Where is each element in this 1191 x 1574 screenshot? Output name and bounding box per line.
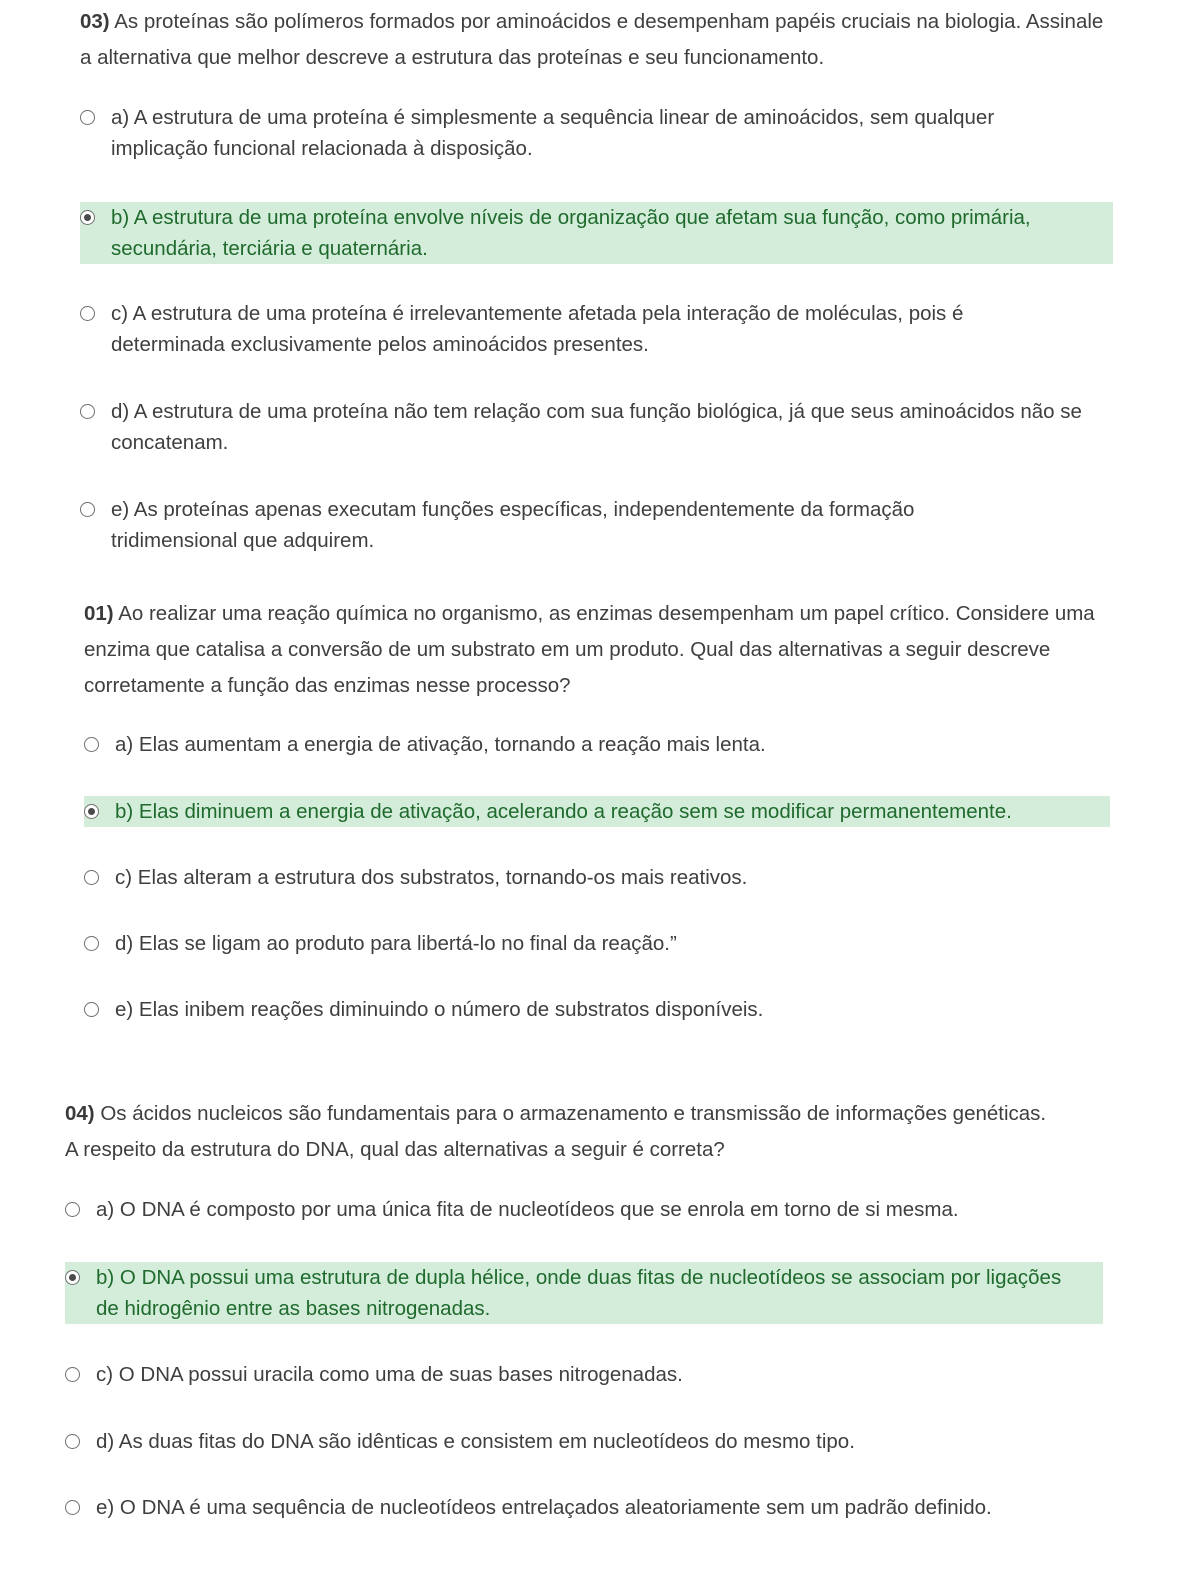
option-b[interactable]	[80, 202, 1113, 264]
option-label: a) O DNA é composto por uma única fita de nucleotídeos que se enrola em torno de si mesma.	[96, 1198, 959, 1221]
option-label: b) O DNA possui uma estrutura de dupla hélice, onde duas fitas de nucleotídeos se associam por ligações de hidrogênio entre as bases nitrogenadas.	[96, 1266, 1062, 1320]
radio-button[interactable]	[80, 110, 95, 125]
question-01	[84, 596, 1124, 1036]
option-label: d) Elas se ligam ao produto para libertá-lo no final da reação.”	[115, 932, 677, 955]
question-text: Os ácidos nucleicos são fundamentais para o armazenamento e transmissão de informações genéticas. A respeito da estrutura do DNA, qual das alternativas a seguir é correta?	[65, 1102, 1047, 1161]
option-d[interactable]	[84, 928, 1104, 959]
question-prompt	[80, 4, 1110, 76]
question-number: 03)	[80, 10, 110, 33]
option-label: c) Elas alteram a estrutura dos substratos, tornando-os mais reativos.	[115, 866, 748, 889]
option-a[interactable]	[80, 102, 1080, 164]
option-label: b) A estrutura de uma proteína envolve níveis de organização que afetam sua função, como primária, secundária, terciária e quaternária.	[111, 206, 1031, 260]
radio-button-checked[interactable]	[84, 804, 99, 819]
radio-button[interactable]	[65, 1500, 80, 1515]
option-e[interactable]	[65, 1492, 1105, 1523]
option-b[interactable]	[84, 796, 1110, 827]
radio-button[interactable]	[65, 1202, 80, 1217]
question-03	[80, 4, 1120, 564]
option-label: b) Elas diminuem a energia de ativação, acelerando a reação sem se modificar permanentemente.	[115, 800, 1012, 823]
radio-button-checked[interactable]	[80, 210, 95, 225]
radio-button[interactable]	[80, 502, 95, 517]
radio-button[interactable]	[84, 737, 99, 752]
question-prompt	[65, 1096, 1055, 1168]
question-04	[65, 1096, 1125, 1556]
option-label: d) A estrutura de uma proteína não tem relação com sua função biológica, já que seus aminoácidos não se concatenam.	[111, 400, 1082, 454]
option-c[interactable]	[84, 862, 1104, 893]
question-prompt	[84, 596, 1114, 704]
option-label: e) O DNA é uma sequência de nucleotídeos entrelaçados aleatoriamente sem um padrão definido.	[96, 1496, 992, 1519]
option-e[interactable]	[84, 994, 1104, 1025]
option-e[interactable]	[80, 494, 1080, 556]
option-label: e) Elas inibem reações diminuindo o número de substratos disponíveis.	[115, 998, 764, 1021]
option-d[interactable]	[65, 1426, 1105, 1457]
option-label: d) As duas fitas do DNA são idênticas e consistem em nucleotídeos do mesmo tipo.	[96, 1430, 855, 1453]
radio-button[interactable]	[65, 1434, 80, 1449]
option-label: e) As proteínas apenas executam funções específicas, independentemente da formação tridimensional que adquirem.	[111, 498, 915, 552]
question-number: 01)	[84, 602, 114, 625]
option-label: a) Elas aumentam a energia de ativação, tornando a reação mais lenta.	[115, 733, 766, 756]
option-c[interactable]	[65, 1359, 1105, 1390]
option-label: c) A estrutura de uma proteína é irrelevantemente afetada pela interação de moléculas, pois é determinada exclusivamente pelos aminoácidos presentes.	[111, 302, 964, 356]
question-text: As proteínas são polímeros formados por aminoácidos e desempenham papéis cruciais na biologia. Assinale a alternativa que melhor descreve a estrutura das proteínas e seu funcionamento.	[80, 10, 1104, 69]
question-text: Ao realizar uma reação química no organismo, as enzimas desempenham um papel crítico. Considere uma enzima que catalisa a conversão de um substrato em um produto. Qual das alternativas a seguir descreve corretamente a função das enzimas nesse processo?	[84, 602, 1095, 697]
question-number: 04)	[65, 1102, 95, 1125]
radio-button[interactable]	[84, 1002, 99, 1017]
radio-button[interactable]	[84, 870, 99, 885]
option-c[interactable]	[80, 298, 1080, 360]
option-d[interactable]	[80, 396, 1100, 458]
option-a[interactable]	[84, 729, 1104, 760]
radio-button[interactable]	[65, 1367, 80, 1382]
option-a[interactable]	[65, 1194, 1105, 1225]
option-b[interactable]	[65, 1262, 1103, 1324]
option-label: c) O DNA possui uracila como uma de suas bases nitrogenadas.	[96, 1363, 683, 1386]
radio-button[interactable]	[80, 404, 95, 419]
radio-button[interactable]	[80, 306, 95, 321]
option-label: a) A estrutura de uma proteína é simplesmente a sequência linear de aminoácidos, sem qualquer implicação funcional relacionada à disposição.	[111, 106, 995, 160]
radio-button-checked[interactable]	[65, 1270, 80, 1285]
radio-button[interactable]	[84, 936, 99, 951]
